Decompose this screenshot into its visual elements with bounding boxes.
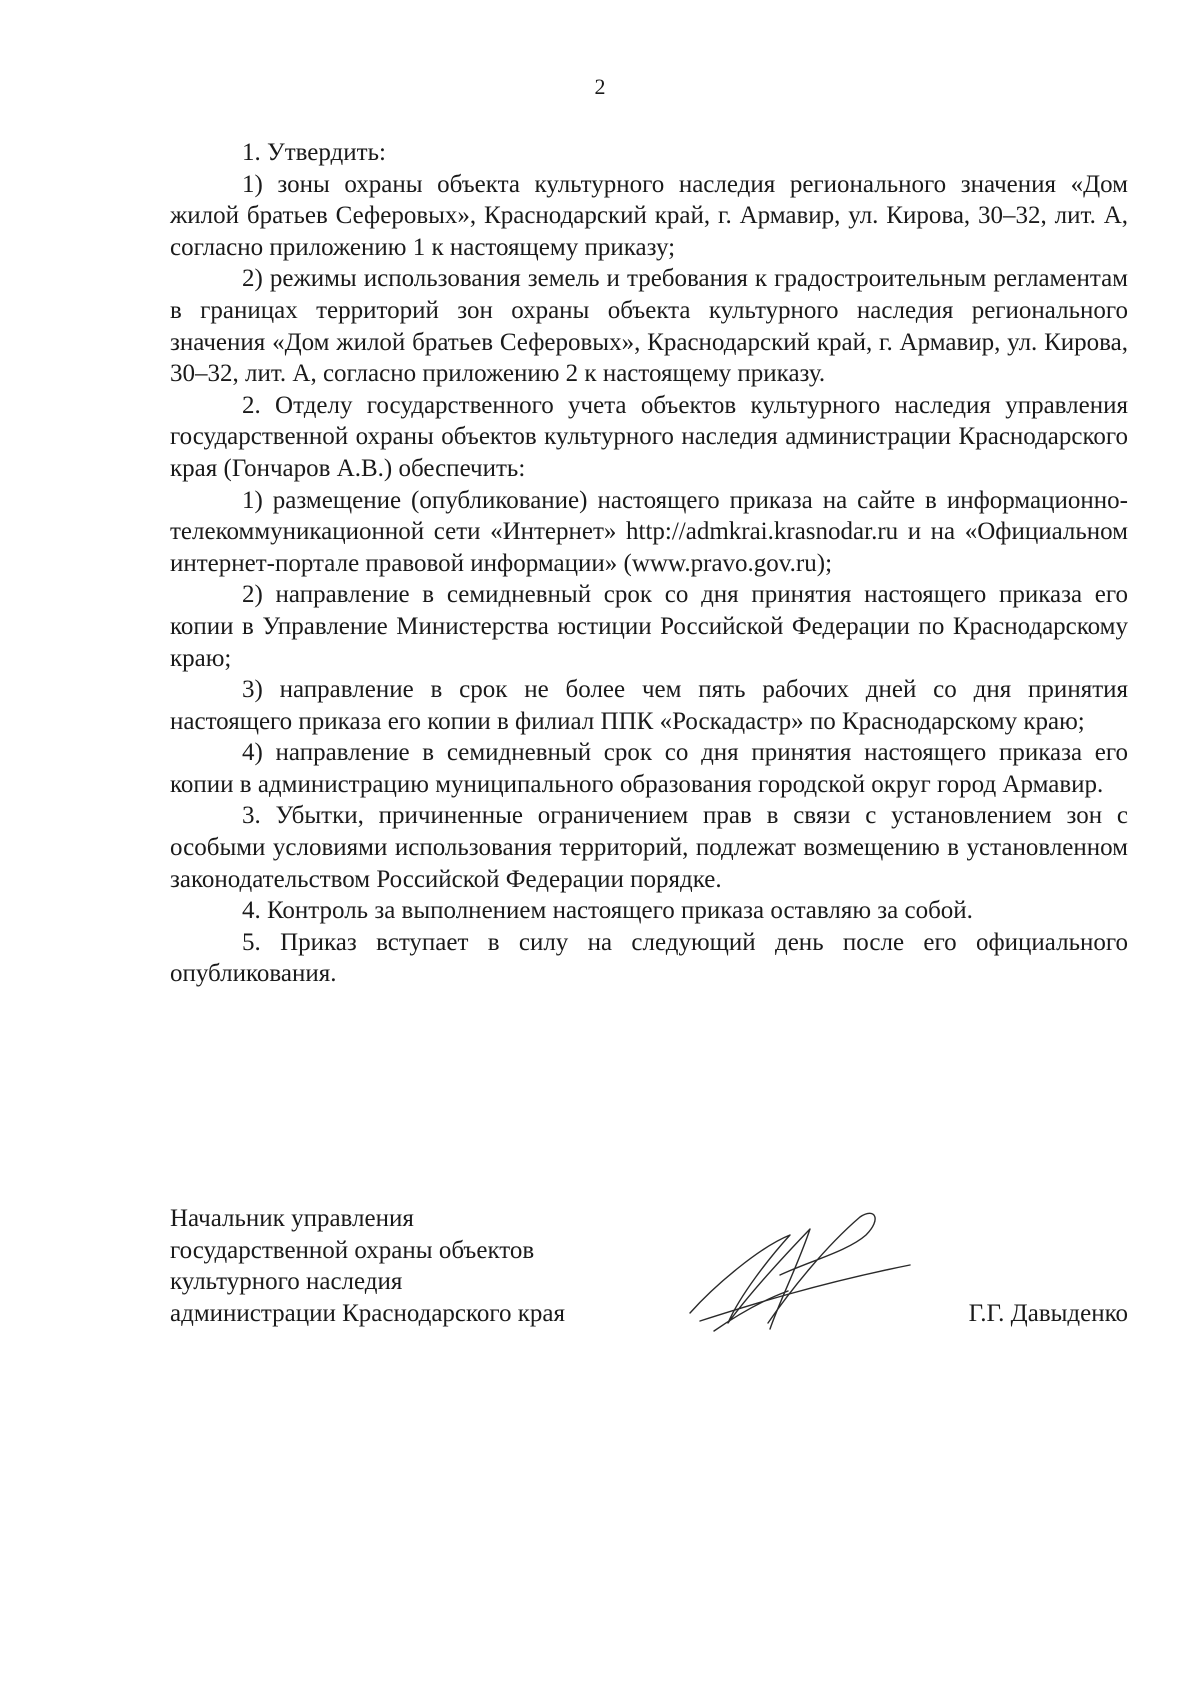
paragraph-department-ensure: 2. Отделу государственного учета объектов культурного наследия управления государственной охраны объектов культурного наследия администрации Краснодарского края (Гончаров А.В.) обеспечить: bbox=[170, 391, 1128, 482]
paragraph-roskadastr: 3) направление в срок не более чем пять рабочих дней со дня принятия настоящего приказа его копии в филиал ППК «Роскадастр» по Краснодарскому краю; bbox=[170, 676, 1128, 735]
signatory-position: Начальник управления государственной охраны объектов культурного наследия администрации Краснодарского края bbox=[170, 1205, 566, 1327]
paragraph-armavir-administration: 4) направление в семидневный срок со дня принятия настоящего приказа его копии в администрацию муниципального образования городской округ город Армавир. bbox=[170, 739, 1128, 798]
paragraph-damages: 3. Убытки, причиненные ограничением прав в связи с установлением зон с особыми условиями использования территорий, подлежат возмещению в установленном законодательством Российской Федерации порядке. bbox=[170, 802, 1128, 893]
paragraph-control: 4. Контроль за выполнением настоящего приказа оставляю за собой. bbox=[242, 897, 973, 925]
paragraph-ministry-justice: 2) направление в семидневный срок со дня принятия настоящего приказа его копии в Управление Министерства юстиции Российской Федерации по Краснодарскому краю; bbox=[170, 581, 1128, 672]
handwritten-signature bbox=[670, 1195, 920, 1345]
paragraph-approve-regimes: 2) режимы использования земель и требования к градостроительным регламентам в границах территорий зон охраны объекта культурного наследия регионального значения «Дом жилой братьев Сеферовых», Краснодарский край, г. Армавир, ул. Кирова, 30–32, лит. А, согласно приложению 2 к настоящему приказу. bbox=[170, 265, 1128, 388]
signatory-name: Г.Г. Давыденко bbox=[968, 1299, 1128, 1327]
paragraph-approve-zones: 1) зоны охраны объекта культурного наследия регионального значения «Дом жилой братьев Сеферовых», Краснодарский край, г. Армавир, ул. Кирова, 30–32, лит. А, согласно приложению 1 к настоящему приказу; bbox=[170, 170, 1128, 261]
paragraph-effective-date: 5. Приказ вступает в силу на следующий день после его официального опубликования. bbox=[170, 928, 1128, 988]
signature-block bbox=[170, 1203, 1128, 1329]
paragraph-publication: 1) размещение (опубликование) настоящего приказа на сайте в информационно-телекоммуникационной сети «Интернет» http://admkrai.krasnodar.ru и на «Официальном интернет-портале правовой информации» (www.pravo.gov.ru); bbox=[170, 486, 1128, 577]
paragraph-approve: 1. Утвердить: bbox=[242, 139, 386, 166]
document-body bbox=[170, 137, 1128, 990]
page-number: 2 bbox=[594, 74, 606, 99]
